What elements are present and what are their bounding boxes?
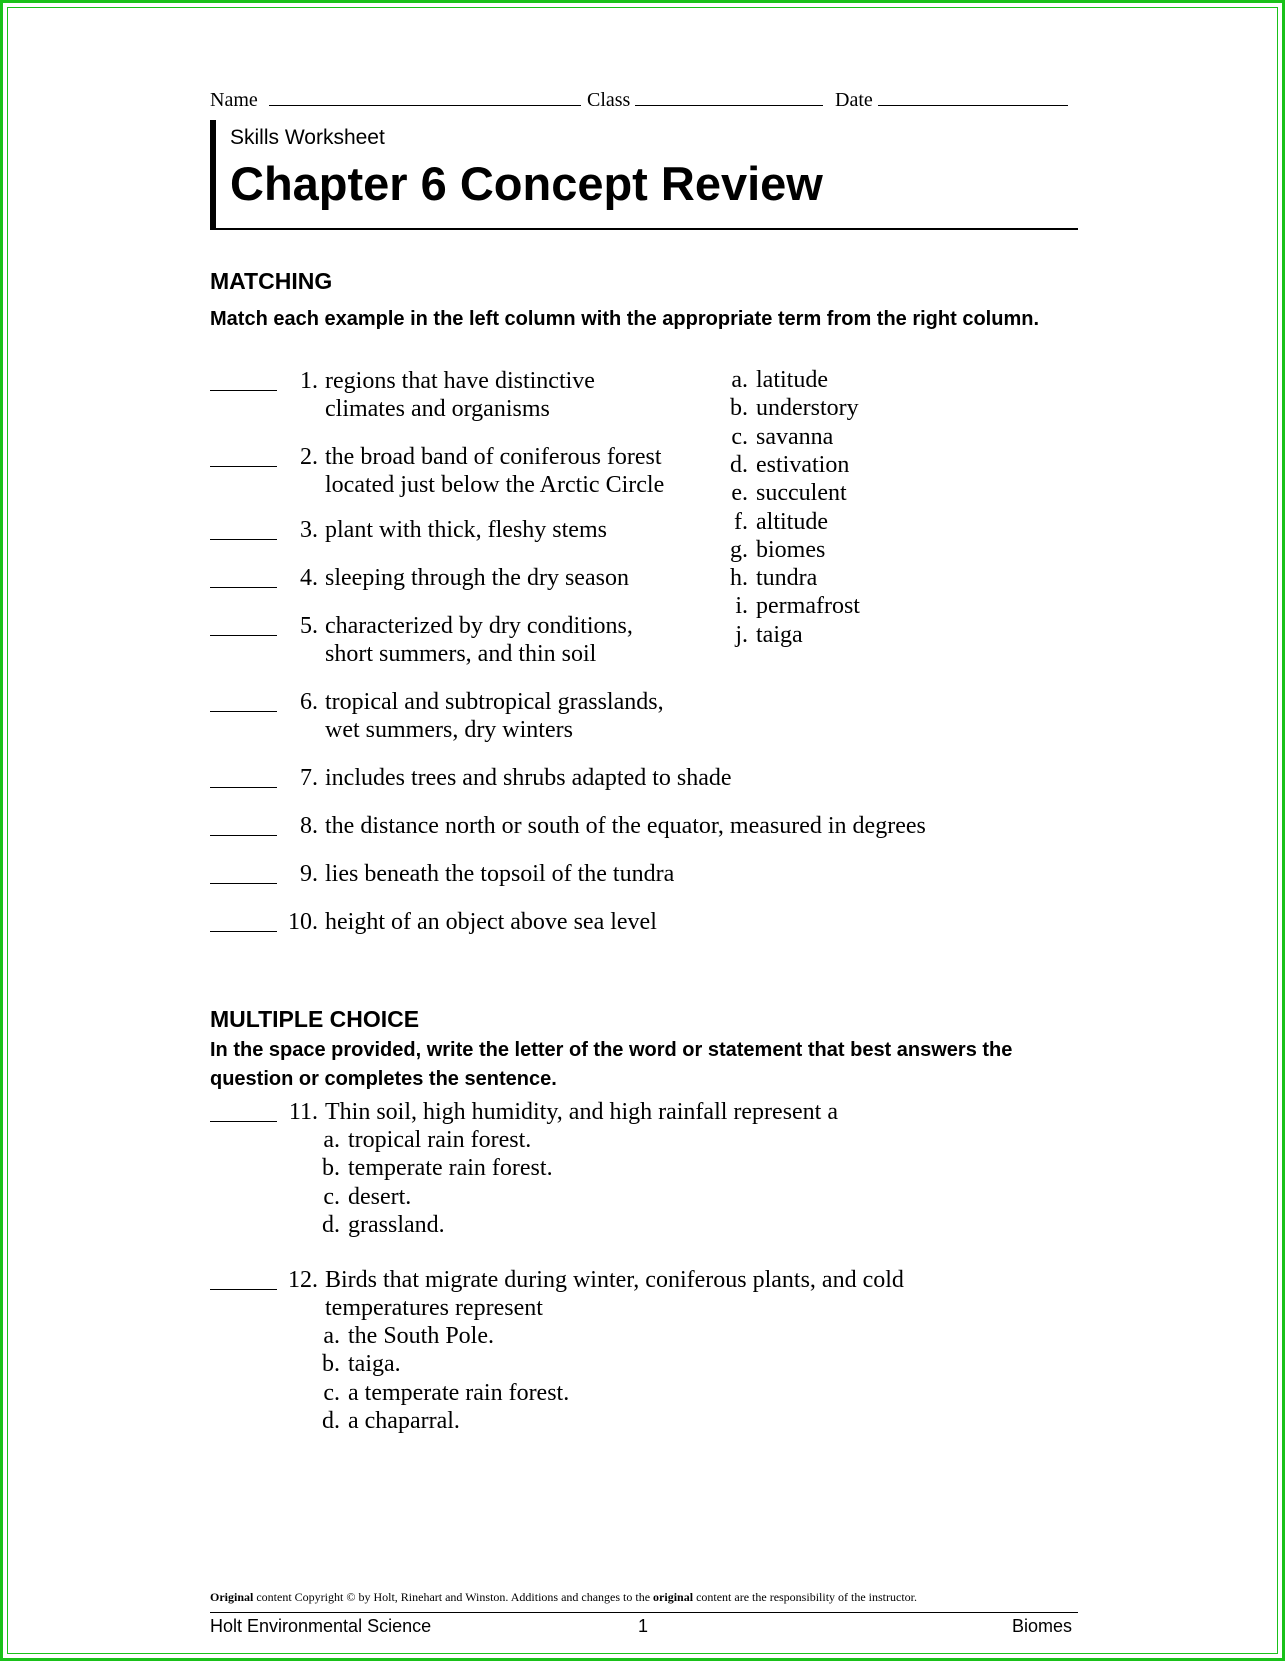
- footer-chapter: Biomes: [1011, 1616, 1072, 1636]
- question-text: sleeping through the dry season: [325, 565, 629, 591]
- choice-text: grassland.: [348, 1211, 445, 1238]
- term-text: biomes: [756, 536, 826, 563]
- term-text: succulent: [756, 480, 847, 507]
- title-block: [210, 120, 1078, 230]
- class-label: Class: [587, 89, 631, 111]
- worksheet-kicker: Skills Worksheet: [230, 126, 385, 149]
- date-field: [835, 88, 1068, 112]
- choice-letter: a.: [323, 1127, 340, 1153]
- choice-text: the South Pole.: [348, 1323, 495, 1349]
- term-text: savanna: [756, 423, 834, 450]
- choice-letter: d.: [322, 1407, 340, 1434]
- name-blank[interactable]: [269, 88, 581, 106]
- footer-rule: [210, 1612, 1078, 1613]
- name-field: [210, 88, 581, 112]
- choice-letter: a.: [323, 1323, 340, 1349]
- term-text: latitude: [756, 367, 828, 393]
- question-text: tropical and subtropical grasslands,: [325, 689, 664, 715]
- date-blank[interactable]: [878, 88, 1068, 106]
- term-letter: h.: [730, 565, 748, 592]
- choice-text: a chaparral.: [348, 1407, 460, 1434]
- question-text: characterized by dry conditions,: [325, 613, 633, 639]
- matching-term: [720, 507, 828, 537]
- copyright-note: [210, 1590, 917, 1605]
- matching-term: [720, 478, 847, 508]
- copyright-bold-1: Original: [210, 1590, 254, 1604]
- answer-choice: [318, 1125, 531, 1155]
- question-number: 4.: [300, 565, 318, 591]
- multiple-choice-heading: MULTIPLE CHOICE: [210, 1006, 420, 1032]
- choice-letter: c.: [323, 1183, 340, 1210]
- matching-term: [720, 422, 833, 452]
- term-text: taiga: [756, 621, 803, 648]
- question-text: Thin soil, high humidity, and high rainfall represent a: [325, 1099, 838, 1125]
- question-number: 7.: [300, 765, 318, 791]
- term-letter: f.: [734, 508, 748, 535]
- question-number: 8.: [300, 813, 318, 839]
- copyright-bold-2: original: [653, 1590, 694, 1604]
- question-text: wet summers, dry winters: [325, 717, 573, 743]
- question-number: 11.: [288, 1099, 318, 1125]
- footer-book-title: Holt Environmental Science: [210, 1616, 432, 1636]
- term-text: understory: [756, 395, 859, 422]
- term-letter: g.: [730, 536, 748, 563]
- matching-term: [720, 450, 849, 480]
- name-label: Name: [210, 89, 258, 111]
- answer-choice: [318, 1378, 569, 1408]
- question-text: temperatures represent: [325, 1295, 543, 1321]
- choice-text: taiga.: [348, 1351, 401, 1378]
- answer-choice: [318, 1321, 494, 1351]
- question-number: 5.: [300, 613, 318, 639]
- choice-text: temperate rain forest.: [348, 1155, 553, 1182]
- choice-letter: d.: [322, 1211, 340, 1238]
- question-text: located just below the Arctic Circle: [325, 472, 665, 498]
- choice-letter: b.: [322, 1155, 340, 1182]
- answer-choice: [318, 1349, 401, 1379]
- choice-text: desert.: [348, 1183, 412, 1210]
- worksheet-page: [210, 88, 1078, 1636]
- question-text: the broad band of coniferous forest: [325, 444, 662, 470]
- choice-text: tropical rain forest.: [348, 1127, 532, 1153]
- class-blank[interactable]: [635, 88, 823, 106]
- question-number: 3.: [300, 517, 318, 543]
- question-text: lies beneath the topsoil of the tundra: [325, 861, 675, 887]
- matching-term: [720, 365, 828, 395]
- term-letter: j.: [735, 621, 748, 648]
- question-text: includes trees and shrubs adapted to shade: [325, 765, 732, 791]
- multiple-choice-instructions: In the space provided, write the letter of the word or statement that best answers the question or completes the sentence.: [210, 1039, 1013, 1090]
- question-number: 12.: [288, 1267, 318, 1293]
- matching-heading: MATCHING: [210, 268, 333, 294]
- question-text: climates and organisms: [325, 396, 550, 422]
- matching-term: [720, 591, 860, 621]
- term-letter: i.: [735, 593, 748, 620]
- question-number: 1.: [300, 368, 318, 394]
- answer-choice: [318, 1406, 460, 1436]
- answer-choice: [318, 1182, 411, 1212]
- matching-term: [720, 620, 803, 650]
- term-text: estivation: [756, 451, 850, 478]
- copyright-text-1: content Copyright © by Holt, Rinehart and Winston. Additions and changes to the: [253, 1590, 654, 1604]
- term-letter: b.: [730, 395, 748, 422]
- answer-choice: [318, 1210, 445, 1240]
- question-text: Birds that migrate during winter, coniferous plants, and cold: [325, 1267, 904, 1293]
- matching-term: [720, 563, 817, 593]
- term-letter: d.: [730, 451, 748, 478]
- student-info-line: [210, 88, 1078, 118]
- class-field: [587, 88, 823, 112]
- matching-term: [720, 535, 825, 565]
- term-letter: a.: [731, 367, 748, 393]
- question-text: plant with thick, fleshy stems: [325, 517, 607, 543]
- copyright-text-2: content are the responsibility of the instructor.: [693, 1590, 918, 1604]
- page-title: Chapter 6 Concept Review: [230, 157, 823, 210]
- term-letter: c.: [731, 423, 748, 450]
- question-text: regions that have distinctive: [325, 368, 595, 394]
- term-text: permafrost: [756, 593, 860, 620]
- question-number: 2.: [300, 444, 318, 470]
- term-text: tundra: [756, 565, 818, 592]
- term-letter: e.: [731, 480, 748, 507]
- footer-page-number: 1: [638, 1616, 649, 1636]
- question-number: 6.: [300, 689, 318, 715]
- term-text: altitude: [756, 508, 828, 535]
- matching-instructions: Match each example in the left column with the appropriate term from the right column.: [210, 308, 1040, 330]
- question-number: 10.: [288, 909, 318, 935]
- answer-choice: [318, 1153, 553, 1183]
- choice-letter: b.: [322, 1351, 340, 1378]
- date-label: Date: [835, 89, 873, 111]
- matching-term: [720, 393, 859, 423]
- choice-text: a temperate rain forest.: [348, 1379, 570, 1406]
- choice-letter: c.: [323, 1379, 340, 1406]
- question-text: height of an object above sea level: [325, 909, 657, 935]
- question-text: short summers, and thin soil: [325, 641, 597, 667]
- question-number: 9.: [300, 861, 318, 887]
- question-text: the distance north or south of the equator, measured in degrees: [325, 813, 926, 839]
